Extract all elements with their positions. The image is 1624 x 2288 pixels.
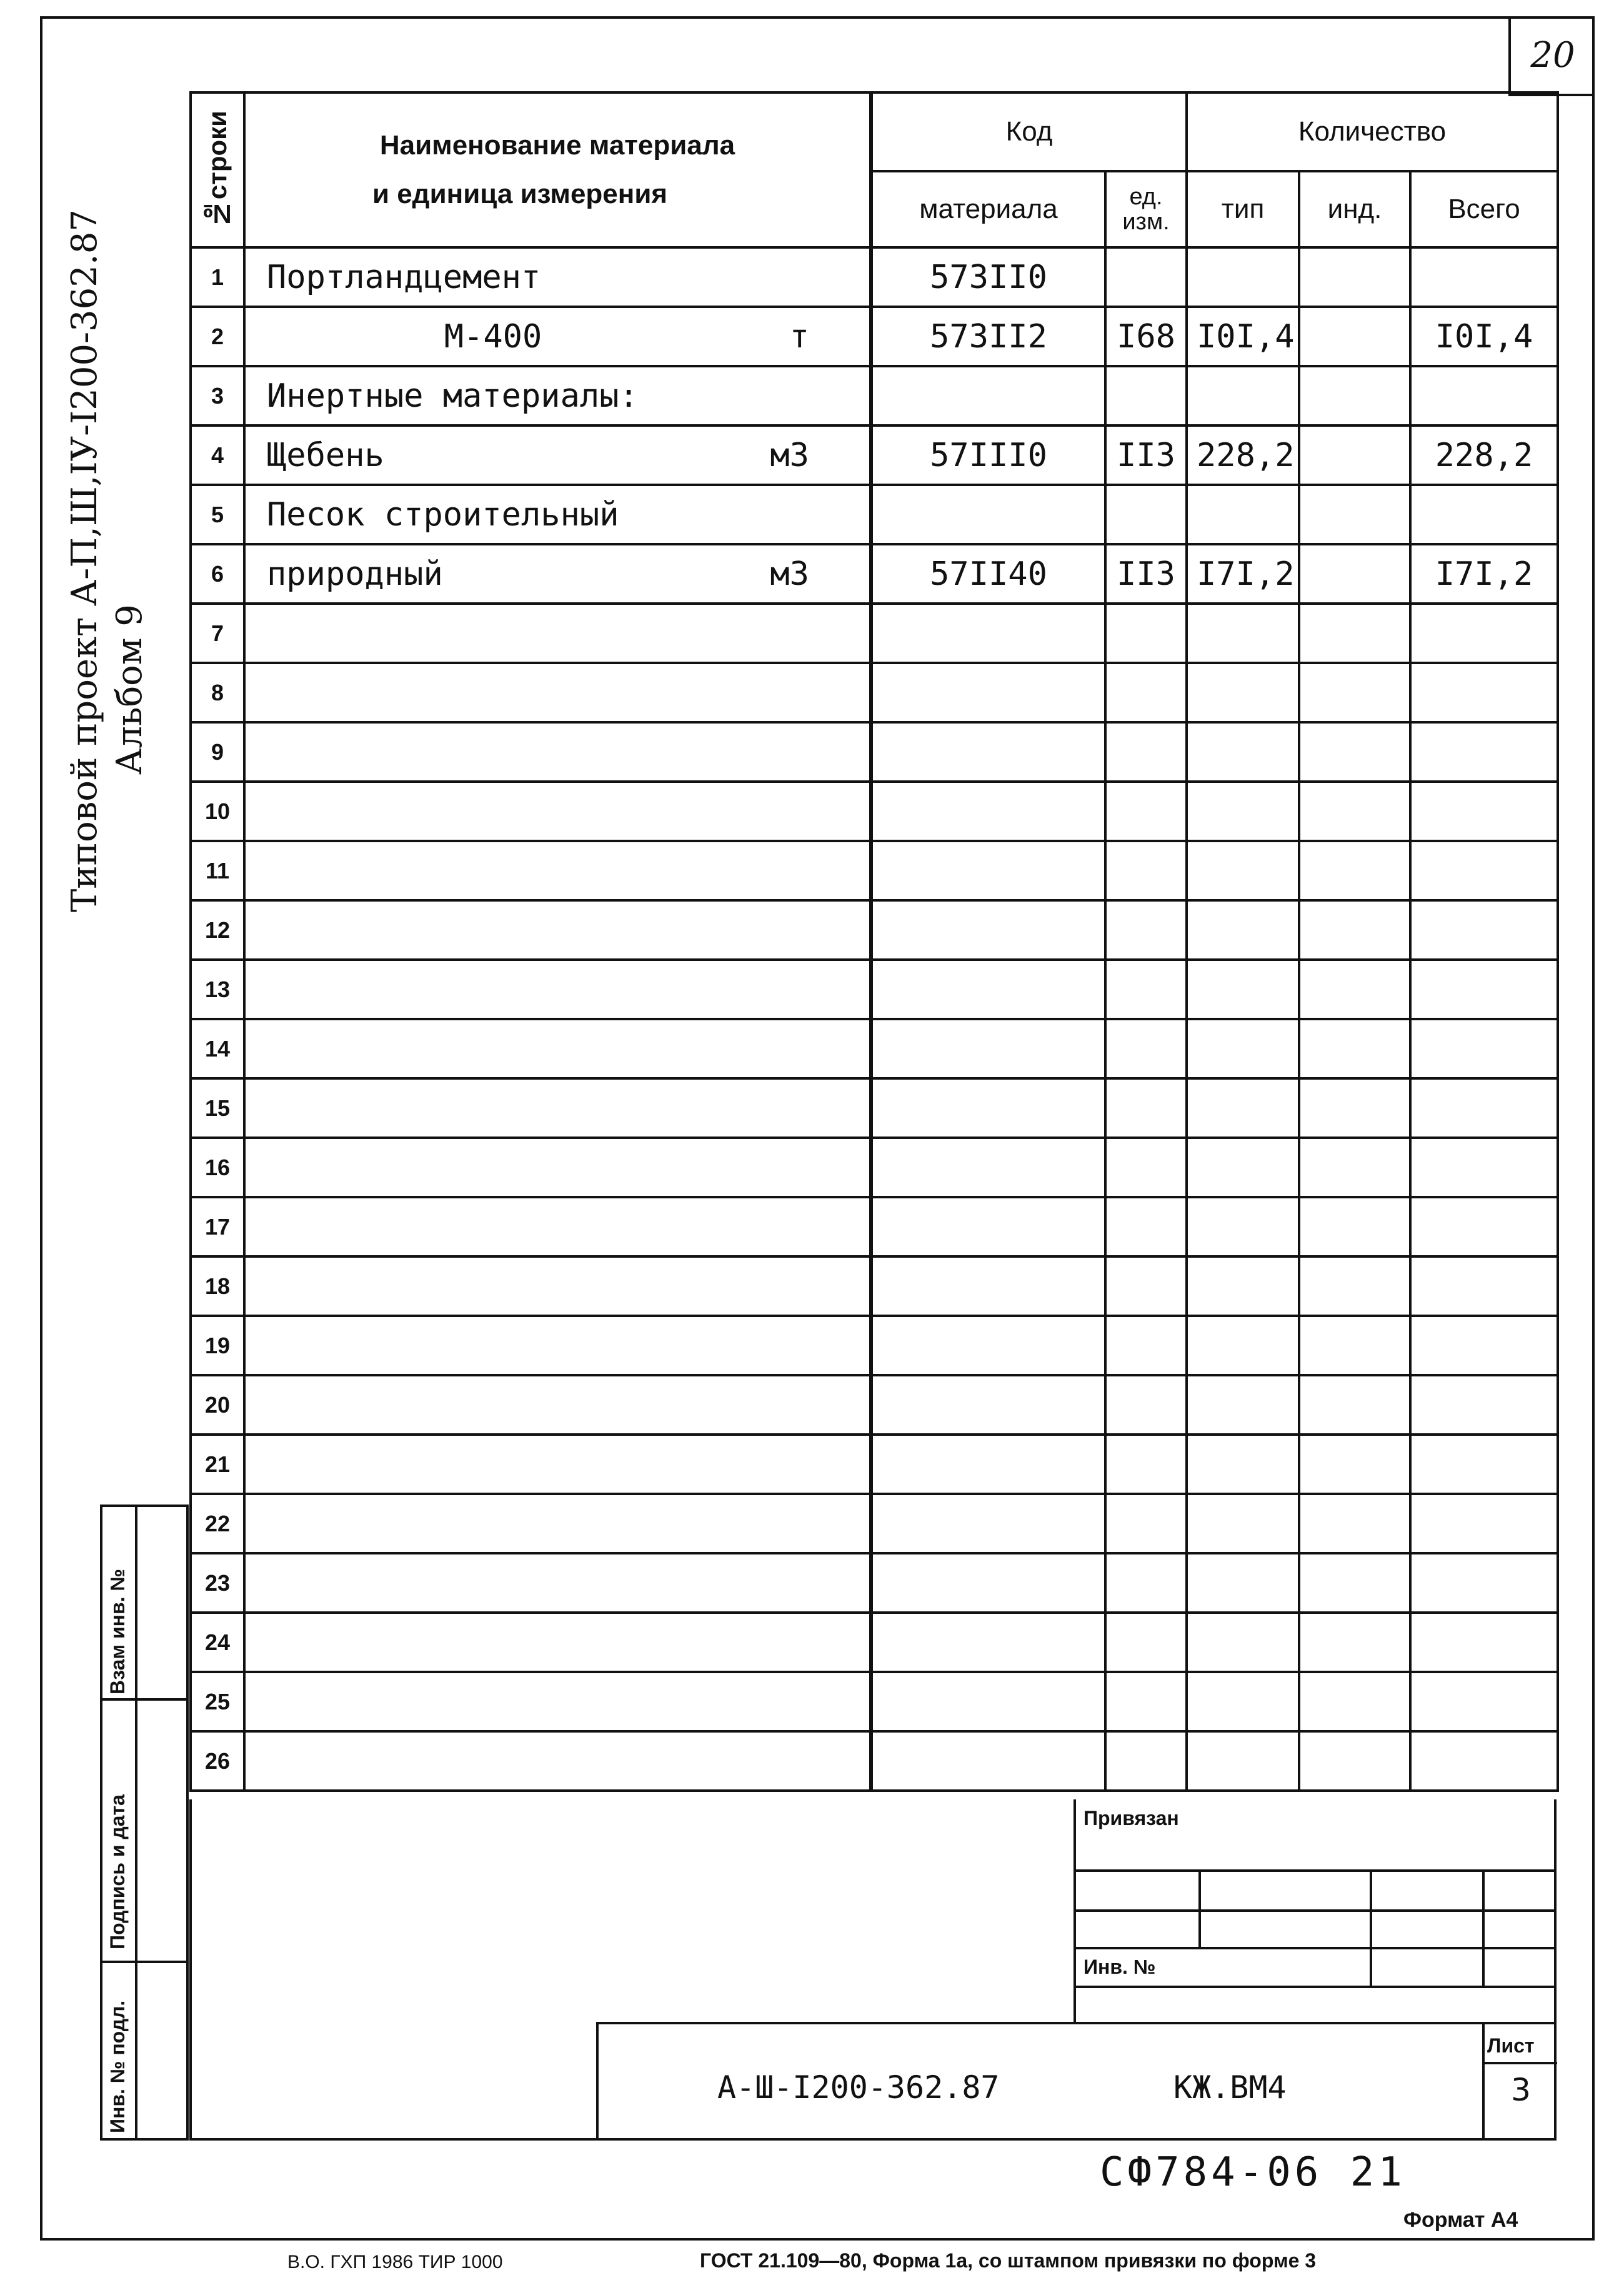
- row-number: 9: [191, 722, 244, 782]
- row-number: 22: [191, 1494, 244, 1553]
- table-row: [191, 544, 1558, 604]
- row-total-qty: [1410, 1197, 1558, 1256]
- row-name-cell: [244, 1494, 871, 1553]
- row-total-qty: [1410, 1316, 1558, 1375]
- row-unit-code: [1105, 722, 1187, 782]
- row-total-qty: [1410, 841, 1558, 900]
- row-number: 15: [191, 1078, 244, 1138]
- row-code: [871, 960, 1105, 1019]
- privyazan-block: [1074, 1799, 1557, 2022]
- row-name-cell: [244, 1019, 871, 1078]
- header-code: Код: [871, 92, 1187, 171]
- footer-left: В.О. ГХП 1986 ТИР 1000: [287, 2252, 503, 2272]
- row-number: 18: [191, 1256, 244, 1316]
- row-unit-code: [1105, 1375, 1187, 1435]
- header-row-number: [191, 92, 244, 247]
- row-name-cell: [244, 1435, 871, 1494]
- row-unit-code: [1105, 247, 1187, 307]
- side-stamp: [100, 1505, 189, 2141]
- header-ind: инд.: [1299, 171, 1410, 247]
- row-total-qty: [1410, 1375, 1558, 1435]
- row-code: [871, 663, 1105, 722]
- table-row: [191, 307, 1558, 366]
- table-row: [191, 663, 1558, 722]
- row-unit-code: [1105, 1731, 1187, 1791]
- row-ind-qty: [1299, 722, 1410, 782]
- row-code: [871, 1553, 1105, 1613]
- row-code: [871, 1613, 1105, 1672]
- row-code: 57III0: [871, 425, 1105, 485]
- row-number: 5: [191, 485, 244, 544]
- row-code: [871, 1316, 1105, 1375]
- row-unit-code: I68: [1105, 307, 1187, 366]
- row-total-qty: [1410, 1019, 1558, 1078]
- row-code: [871, 1494, 1105, 1553]
- row-unit-code: [1105, 663, 1187, 722]
- footer-right: ГОСТ 21.109—80, Форма 1а, со штампом привязки по форме 3: [700, 2249, 1317, 2272]
- privyazan-label: Привязан: [1083, 1807, 1179, 1829]
- row-total-qty: [1410, 604, 1558, 663]
- row-name-cell: [244, 1375, 871, 1435]
- row-name-cell: [244, 722, 871, 782]
- table-row: [191, 1672, 1558, 1731]
- row-number: 1: [191, 247, 244, 307]
- row-unit-code: [1105, 1256, 1187, 1316]
- row-unit: м3: [770, 555, 809, 593]
- row-name-cell: [244, 841, 871, 900]
- row-ind-qty: [1299, 247, 1410, 307]
- row-name: М-400: [444, 317, 542, 356]
- row-type-qty: [1187, 366, 1299, 425]
- header-unit: [1105, 171, 1187, 247]
- doc-mark: КЖ.ВМ4: [1173, 2069, 1287, 2106]
- row-name: Щебень: [267, 436, 384, 474]
- table-row: [191, 960, 1558, 1019]
- table-row: [191, 1138, 1558, 1197]
- row-ind-qty: [1299, 1553, 1410, 1613]
- row-type-qty: [1187, 1256, 1299, 1316]
- table-row: [191, 1256, 1558, 1316]
- row-total-qty: 228,2: [1410, 425, 1558, 485]
- row-code: 573II2: [871, 307, 1105, 366]
- side-label-inv-podl: Инв. № подл.: [106, 2000, 129, 2133]
- side-cell-podpis: [102, 1701, 186, 1963]
- inv-no-label: Инв. №: [1083, 1956, 1156, 1978]
- row-code: [871, 366, 1105, 425]
- row-total-qty: I0I,4: [1410, 307, 1558, 366]
- row-type-qty: [1187, 1375, 1299, 1435]
- privyazan-line4: [1076, 1986, 1557, 1988]
- row-total-qty: [1410, 1672, 1558, 1731]
- row-total-qty: [1410, 1731, 1558, 1791]
- row-number: 12: [191, 900, 244, 960]
- row-ind-qty: [1299, 1731, 1410, 1791]
- header-unit-line2: изм.: [1122, 209, 1170, 235]
- header-unit-line1: ед.: [1129, 184, 1163, 210]
- row-code: [871, 485, 1105, 544]
- row-ind-qty: [1299, 1375, 1410, 1435]
- row-number: 10: [191, 782, 244, 841]
- row-type-qty: [1187, 1316, 1299, 1375]
- row-name-cell: [244, 1672, 871, 1731]
- row-unit: м3: [770, 436, 809, 474]
- row-name-cell: [244, 1256, 871, 1316]
- sheet-value: 3: [1511, 2072, 1531, 2108]
- row-total-qty: [1410, 247, 1558, 307]
- row-type-qty: [1187, 663, 1299, 722]
- table-row: [191, 425, 1558, 485]
- privyazan-vline1: [1198, 1869, 1201, 1947]
- row-number: 23: [191, 1553, 244, 1613]
- row-ind-qty: [1299, 425, 1410, 485]
- row-code: [871, 1731, 1105, 1791]
- row-code: [871, 1375, 1105, 1435]
- row-unit-code: [1105, 366, 1187, 425]
- row-type-qty: [1187, 900, 1299, 960]
- doc-code-block: [596, 2022, 1557, 2141]
- row-number: 7: [191, 604, 244, 663]
- header-type: тип: [1187, 171, 1299, 247]
- row-ind-qty: [1299, 1435, 1410, 1494]
- row-type-qty: [1187, 1138, 1299, 1197]
- row-unit-code: [1105, 1613, 1187, 1672]
- row-code: [871, 1197, 1105, 1256]
- row-ind-qty: [1299, 1494, 1410, 1553]
- row-unit-code: II3: [1105, 544, 1187, 604]
- row-code: [871, 1138, 1105, 1197]
- table-row: [191, 1316, 1558, 1375]
- row-name-cell: [244, 1731, 871, 1791]
- row-code: [871, 841, 1105, 900]
- row-type-qty: 228,2: [1187, 425, 1299, 485]
- row-number: 14: [191, 1019, 244, 1078]
- row-type-qty: I0I,4: [1187, 307, 1299, 366]
- row-name-cell: [244, 900, 871, 960]
- row-total-qty: [1410, 1078, 1558, 1138]
- row-number: 3: [191, 366, 244, 425]
- row-total-qty: [1410, 1613, 1558, 1672]
- row-unit-code: [1105, 1553, 1187, 1613]
- row-type-qty: [1187, 960, 1299, 1019]
- row-name-cell: [244, 1316, 871, 1375]
- table-row: [191, 782, 1558, 841]
- row-number: 13: [191, 960, 244, 1019]
- row-code: [871, 722, 1105, 782]
- row-unit-code: [1105, 782, 1187, 841]
- table-row: [191, 841, 1558, 900]
- row-number: 8: [191, 663, 244, 722]
- row-name-cell: [244, 1613, 871, 1672]
- row-name-cell: [244, 1197, 871, 1256]
- materials-table: [189, 91, 1559, 1792]
- doc-code: А-Ш-I200-362.87: [717, 2069, 1000, 2106]
- side-label-podpis: Подпись и дата: [106, 1794, 129, 1949]
- row-code: 573II0: [871, 247, 1105, 307]
- row-type-qty: [1187, 1019, 1299, 1078]
- row-code: [871, 782, 1105, 841]
- side-title-line1: Типовой проект А-П,Ш,IУ-I200-362.87: [64, 209, 105, 912]
- header-name-line1: Наименование материала: [379, 130, 735, 161]
- row-name-cell: [244, 1553, 871, 1613]
- row-unit-code: [1105, 960, 1187, 1019]
- row-code: [871, 1256, 1105, 1316]
- row-unit-code: [1105, 1138, 1187, 1197]
- row-number: 11: [191, 841, 244, 900]
- row-name-cell: [244, 960, 871, 1019]
- row-number: 21: [191, 1435, 244, 1494]
- stamp-left-line: [189, 1799, 192, 2141]
- row-code: 57II40: [871, 544, 1105, 604]
- row-number: 6: [191, 544, 244, 604]
- sheet-hline: [1482, 2062, 1557, 2064]
- row-total-qty: [1410, 1435, 1558, 1494]
- row-code: [871, 900, 1105, 960]
- row-ind-qty: [1299, 544, 1410, 604]
- row-unit-code: [1105, 485, 1187, 544]
- row-total-qty: [1410, 900, 1558, 960]
- table-row: [191, 722, 1558, 782]
- row-unit-code: II3: [1105, 425, 1187, 485]
- row-number: 25: [191, 1672, 244, 1731]
- row-code: [871, 1672, 1105, 1731]
- row-number: 2: [191, 307, 244, 366]
- row-number: 26: [191, 1731, 244, 1791]
- row-name-cell: [244, 663, 871, 722]
- row-type-qty: [1187, 1078, 1299, 1138]
- row-unit-code: [1105, 1672, 1187, 1731]
- header-total: Всего: [1410, 171, 1558, 247]
- row-type-qty: [1187, 247, 1299, 307]
- row-name-cell: [244, 425, 871, 485]
- row-ind-qty: [1299, 663, 1410, 722]
- row-number: 24: [191, 1613, 244, 1672]
- row-ind-qty: [1299, 1197, 1410, 1256]
- row-total-qty: [1410, 485, 1558, 544]
- row-ind-qty: [1299, 1078, 1410, 1138]
- row-unit-code: [1105, 841, 1187, 900]
- row-type-qty: [1187, 722, 1299, 782]
- header-quantity: Количество: [1187, 92, 1558, 171]
- row-ind-qty: [1299, 485, 1410, 544]
- row-ind-qty: [1299, 900, 1410, 960]
- side-cell-vzam: [102, 1507, 186, 1701]
- row-ind-qty: [1299, 604, 1410, 663]
- table-row: [191, 485, 1558, 544]
- row-unit-code: [1105, 1435, 1187, 1494]
- row-ind-qty: [1299, 1256, 1410, 1316]
- format-label: Формат А4: [1403, 2208, 1518, 2232]
- row-name: Песок строительный: [267, 495, 619, 534]
- row-ind-qty: [1299, 841, 1410, 900]
- row-unit-code: [1105, 1019, 1187, 1078]
- row-ind-qty: [1299, 960, 1410, 1019]
- side-cell-inv-podl: [102, 1963, 186, 2138]
- row-ind-qty: [1299, 1613, 1410, 1672]
- row-type-qty: [1187, 782, 1299, 841]
- header-name: [244, 92, 871, 247]
- row-name-cell: [244, 366, 871, 425]
- row-name-cell: [244, 544, 871, 604]
- row-name-cell: [244, 307, 871, 366]
- table-row: [191, 1078, 1558, 1138]
- row-total-qty: [1410, 960, 1558, 1019]
- row-unit-code: [1105, 1197, 1187, 1256]
- row-type-qty: [1187, 1553, 1299, 1613]
- table-row: [191, 247, 1558, 307]
- row-ind-qty: [1299, 1138, 1410, 1197]
- side-label-vzam: Взам инв. №: [106, 1568, 129, 1694]
- row-total-qty: [1410, 1494, 1558, 1553]
- row-unit-code: [1105, 604, 1187, 663]
- row-ind-qty: [1299, 1672, 1410, 1731]
- row-unit-code: [1105, 900, 1187, 960]
- table-row: [191, 900, 1558, 960]
- row-total-qty: [1410, 1553, 1558, 1613]
- row-type-qty: [1187, 1197, 1299, 1256]
- privyazan-vline2: [1370, 1869, 1372, 1986]
- header-code-material: материала: [871, 171, 1105, 247]
- row-type-qty: [1187, 841, 1299, 900]
- table-row: [191, 604, 1558, 663]
- row-ind-qty: [1299, 366, 1410, 425]
- row-type-qty: I7I,2: [1187, 544, 1299, 604]
- side-title-line2: Альбом 9: [109, 604, 150, 775]
- row-number: 17: [191, 1197, 244, 1256]
- row-ind-qty: [1299, 1316, 1410, 1375]
- row-name-cell: [244, 782, 871, 841]
- row-total-qty: [1410, 722, 1558, 782]
- row-name-cell: [244, 604, 871, 663]
- row-code: [871, 1019, 1105, 1078]
- row-unit: т: [789, 317, 809, 356]
- row-name: Портландцемент: [267, 258, 541, 296]
- row-total-qty: [1410, 782, 1558, 841]
- table-row: [191, 1731, 1558, 1791]
- header-row-number-text: №строки: [202, 111, 232, 229]
- row-total-qty: [1410, 1138, 1558, 1197]
- row-type-qty: [1187, 485, 1299, 544]
- row-unit-code: [1105, 1078, 1187, 1138]
- row-number: 20: [191, 1375, 244, 1435]
- handwritten-code: СФ784-06 21: [1100, 2149, 1406, 2196]
- row-total-qty: [1410, 366, 1558, 425]
- row-type-qty: [1187, 1494, 1299, 1553]
- row-type-qty: [1187, 1435, 1299, 1494]
- row-name: природный: [267, 555, 443, 593]
- sheet-label: Лист: [1487, 2034, 1535, 2057]
- page-number: 20: [1508, 16, 1595, 96]
- row-unit-code: [1105, 1494, 1187, 1553]
- row-type-qty: [1187, 604, 1299, 663]
- table-row: [191, 366, 1558, 425]
- row-code: [871, 1078, 1105, 1138]
- table-row: [191, 1019, 1558, 1078]
- table-row: [191, 1435, 1558, 1494]
- row-total-qty: [1410, 1256, 1558, 1316]
- row-name-cell: [244, 1138, 871, 1197]
- row-ind-qty: [1299, 1019, 1410, 1078]
- side-title: [62, 209, 152, 912]
- row-number: 16: [191, 1138, 244, 1197]
- row-code: [871, 1435, 1105, 1494]
- row-type-qty: [1187, 1731, 1299, 1791]
- row-type-qty: [1187, 1613, 1299, 1672]
- table-row: [191, 1197, 1558, 1256]
- row-ind-qty: [1299, 782, 1410, 841]
- row-code: [871, 604, 1105, 663]
- table-row: [191, 1494, 1558, 1553]
- table-row: [191, 1375, 1558, 1435]
- row-type-qty: [1187, 1672, 1299, 1731]
- row-name-cell: [244, 485, 871, 544]
- row-name: Инертные материалы:: [267, 377, 639, 415]
- table-row: [191, 1613, 1558, 1672]
- row-number: 19: [191, 1316, 244, 1375]
- row-unit-code: [1105, 1316, 1187, 1375]
- row-total-qty: [1410, 663, 1558, 722]
- row-name-cell: [244, 1078, 871, 1138]
- row-ind-qty: [1299, 307, 1410, 366]
- table-row: [191, 1553, 1558, 1613]
- row-name-cell: [244, 247, 871, 307]
- row-total-qty: I7I,2: [1410, 544, 1558, 604]
- row-number: 4: [191, 425, 244, 485]
- privyazan-vline3: [1482, 1869, 1485, 1986]
- header-name-line2: и единица измерения: [372, 179, 668, 209]
